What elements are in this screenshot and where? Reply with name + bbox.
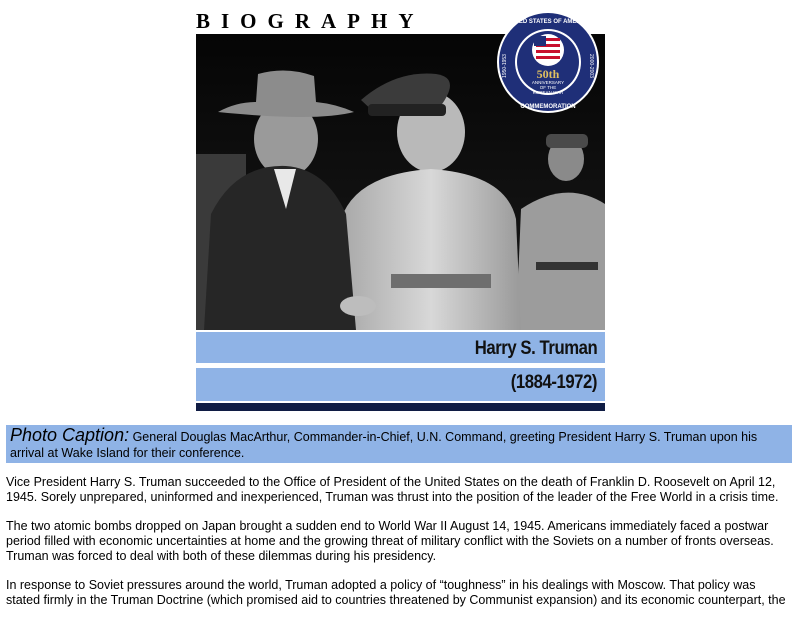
seal-anniversary: 50th bbox=[536, 67, 560, 81]
seal-line-1: ANNIVERSARY bbox=[531, 80, 565, 85]
korean-war-anniversary-seal bbox=[496, 10, 600, 114]
years-banner bbox=[196, 368, 605, 401]
page-title: BIOGRAPHY bbox=[196, 9, 425, 33]
banner-divider bbox=[196, 403, 605, 411]
seal-right-years: 2000-2003 bbox=[588, 54, 594, 78]
subject-years: (1884-1972) bbox=[510, 372, 597, 393]
seal-line-2: OF THE bbox=[539, 85, 557, 90]
seal-ring-top: UNITED STATES OF AMERICA bbox=[504, 19, 592, 25]
subject-name: Harry S. Truman bbox=[474, 338, 597, 359]
paragraph: The two atomic bombs dropped on Japan brought a sudden end to World War II August 14, 1945. Americans immediately faced a postwar period filled with economic uncertainties at home and the growing threat of military conflict with the Soviets on a number of fronts overseas. Truman was forced to deal with both of these dilemmas during his presidency. bbox=[6, 519, 774, 563]
seal-left-years: 1950-1953 bbox=[502, 54, 508, 78]
caption-text: General Douglas MacArthur, Commander-in-Chief, U.N. Command, greeting President Harry S. Truman upon his arrival at Wake Island for their conference. bbox=[10, 430, 758, 460]
seal-ring-bottom: COMMEMORATION bbox=[520, 104, 576, 110]
photo-caption bbox=[6, 425, 792, 463]
paragraph: In response to Soviet pressures around the world, Truman adopted a policy of “toughness” in his dealings with Moscow. That policy was stated firmly in the Truman Doctrine (which promised aid to countries threatened by Communist expansion) and its economic counterpart, the bbox=[6, 578, 786, 607]
name-banner bbox=[196, 332, 605, 363]
seal-line-3: KOREAN WAR bbox=[532, 90, 564, 95]
caption-label: Photo Caption: bbox=[10, 425, 130, 445]
paragraph: Vice President Harry S. Truman succeeded to the Office of President of the United States on the death of Franklin D. Roosevelt on April 12, 1945. Sorely unprepared, uninformed and inexperienced, Truman was thrust into the position of the leader of the Free World in a crisis time. bbox=[6, 475, 779, 504]
